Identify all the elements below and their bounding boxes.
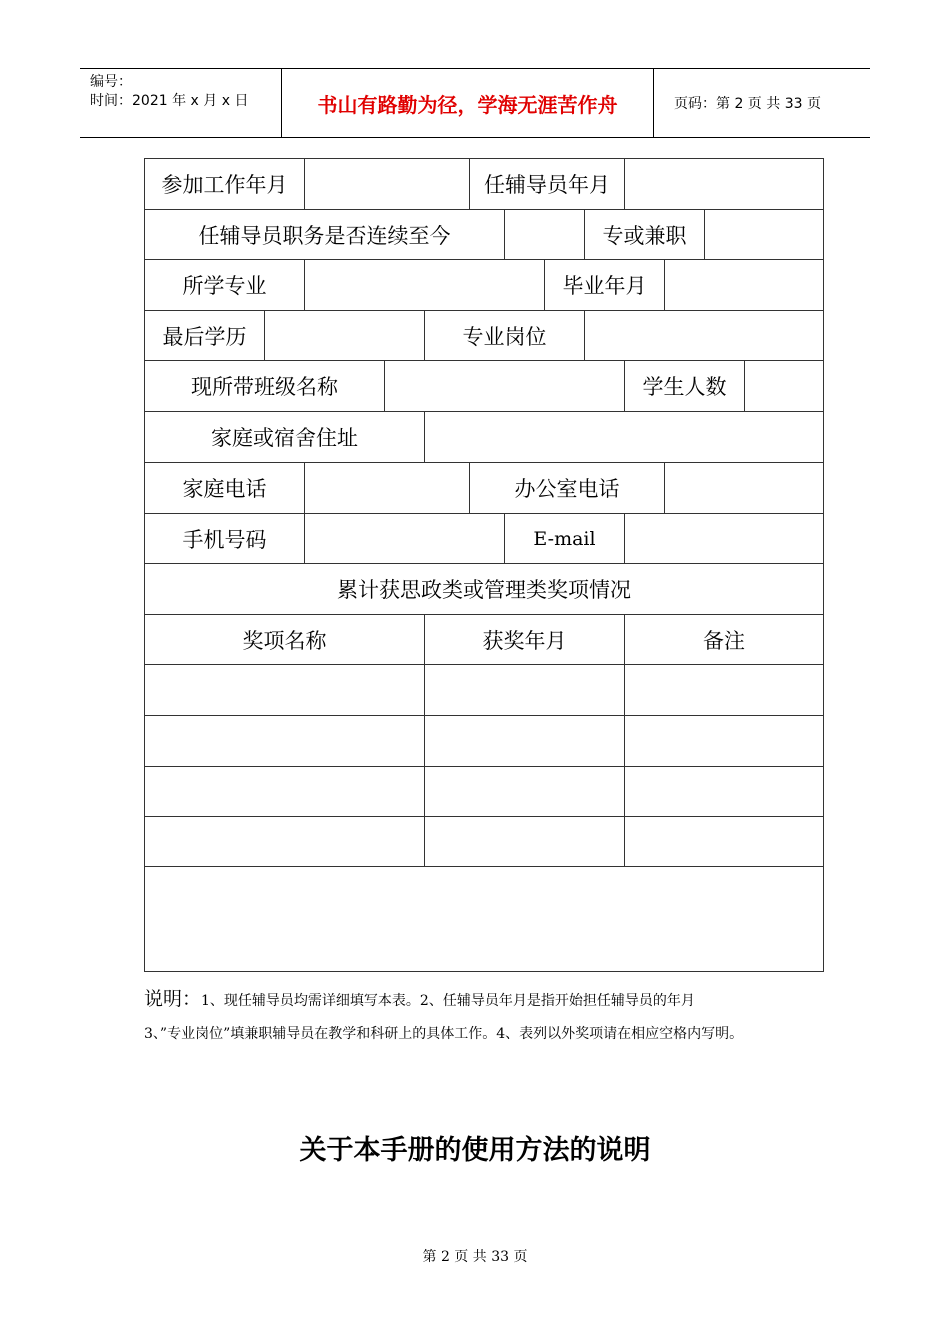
form-row	[145, 361, 823, 412]
award-name-cell[interactable]	[145, 767, 424, 816]
award-name-cell[interactable]	[145, 665, 424, 715]
full-part-time-field[interactable]	[705, 210, 823, 259]
graduation-date-label: 毕业年月	[562, 274, 647, 298]
extra-awards-area[interactable]	[145, 867, 823, 971]
table-row	[145, 767, 823, 817]
note-line-2: 3、”专业岗位”填兼职辅导员在教学和科研上的具体工作。4、表列以外奖项请在相应空格内写明。	[144, 1026, 744, 1042]
mobile-field[interactable]	[305, 514, 504, 563]
award-name-header: 奖项名称	[242, 628, 327, 653]
header-meta	[80, 69, 282, 137]
table-row	[145, 716, 823, 767]
award-remark-cell[interactable]	[625, 817, 823, 866]
office-phone-label: 办公室电话	[514, 477, 620, 501]
home-phone-label: 家庭电话	[182, 477, 267, 501]
header-page-info	[664, 69, 870, 137]
award-date-cell[interactable]	[425, 817, 624, 866]
counselor-date-field[interactable]	[625, 159, 823, 209]
award-remark-cell[interactable]	[625, 665, 823, 715]
email-label: E-mail	[533, 527, 596, 550]
form-row	[145, 210, 823, 260]
current-class-field[interactable]	[385, 361, 624, 411]
number-label: 编号：	[90, 74, 132, 90]
award-date-cell[interactable]	[425, 716, 624, 766]
award-date-cell[interactable]	[425, 767, 624, 816]
note-line-1: 1、现任辅导员均需详细填写本表。2、任辅导员年月是指开始担任辅导员的年月	[201, 993, 695, 1009]
join-work-date-field[interactable]	[305, 159, 469, 209]
form-row	[145, 564, 823, 615]
form-row	[145, 311, 823, 361]
student-count-field[interactable]	[745, 361, 823, 411]
email-field[interactable]	[625, 514, 823, 563]
education-label: 最后学历	[162, 324, 247, 349]
counselor-continuous-label: 任辅导员职务是否连续至今	[198, 223, 451, 248]
awards-heading: 累计获思政类或管理类奖项情况	[337, 578, 631, 602]
award-remark-header: 备注	[703, 628, 745, 653]
form-row	[145, 514, 823, 564]
award-remark-cell[interactable]	[625, 767, 823, 816]
page-header	[80, 68, 870, 138]
major-label: 所学专业	[182, 274, 267, 298]
header-motto: 书山有路勤为径，学海无涯苦作舟	[282, 69, 654, 137]
award-date-cell[interactable]	[425, 665, 624, 715]
table-row	[145, 665, 823, 716]
page-info-text: 页码：第 2 页 共 33 页	[674, 96, 821, 112]
page-footer: 第 2 页 共 33 页	[422, 1249, 528, 1265]
table-row	[145, 817, 823, 867]
full-part-time-label: 专或兼职	[602, 223, 687, 248]
professional-post-field[interactable]	[585, 311, 823, 360]
address-field[interactable]	[425, 412, 823, 462]
form-note	[144, 985, 824, 1047]
home-phone-field[interactable]	[305, 463, 469, 513]
professional-post-label: 专业岗位	[462, 324, 547, 349]
office-phone-field[interactable]	[665, 463, 823, 513]
form-row	[145, 463, 823, 514]
counselor-date-label: 任辅导员年月	[484, 173, 610, 197]
major-field[interactable]	[305, 260, 544, 310]
student-count-label: 学生人数	[642, 375, 727, 399]
time-label: 时间：2021 年 x 月 x 日	[90, 93, 249, 109]
form-row	[145, 412, 823, 463]
awards-header-row	[145, 615, 823, 665]
join-work-date-label: 参加工作年月	[161, 173, 288, 197]
award-name-cell[interactable]	[145, 817, 424, 866]
award-name-cell[interactable]	[145, 716, 424, 766]
mobile-label: 手机号码	[182, 527, 267, 552]
counselor-info-form	[144, 158, 824, 972]
section-title: 关于本手册的使用方法的说明	[299, 1135, 651, 1166]
award-date-header: 获奖年月	[482, 628, 567, 653]
form-row	[145, 159, 823, 210]
form-row	[145, 260, 823, 311]
award-remark-cell[interactable]	[625, 716, 823, 766]
address-label: 家庭或宿舍住址	[211, 426, 358, 450]
current-class-label: 现所带班级名称	[191, 375, 338, 399]
graduation-date-field[interactable]	[665, 260, 823, 310]
education-field[interactable]	[265, 311, 424, 360]
note-lead: 说明：	[144, 988, 202, 1010]
counselor-continuous-field[interactable]	[505, 210, 584, 259]
